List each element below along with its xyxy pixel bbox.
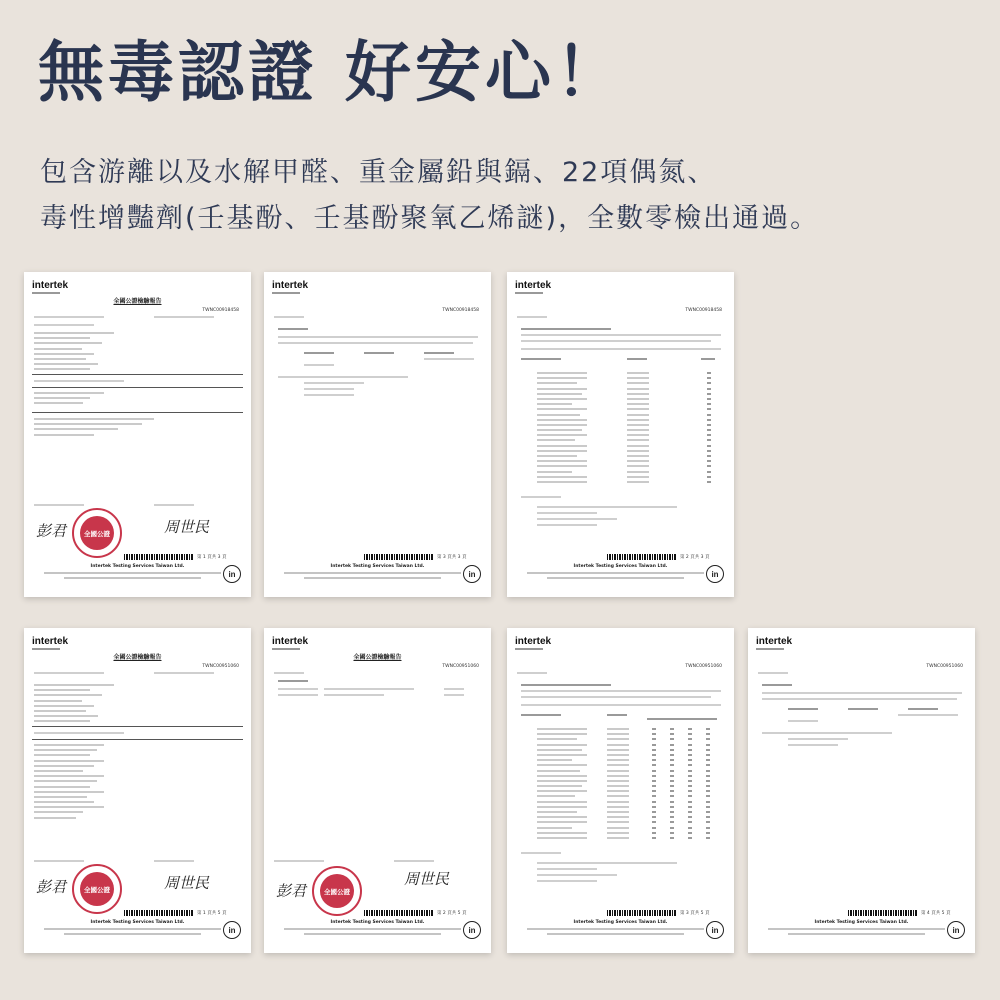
cas-list bbox=[627, 372, 649, 486]
text-line bbox=[278, 680, 308, 682]
text-line bbox=[758, 672, 788, 674]
text-line bbox=[517, 672, 547, 674]
divider bbox=[32, 387, 243, 388]
text-line bbox=[908, 708, 938, 710]
intertek-logo: intertek bbox=[515, 636, 552, 647]
text-line bbox=[444, 688, 464, 690]
text-line bbox=[762, 698, 957, 700]
intertek-logo: intertek bbox=[272, 636, 309, 647]
divider bbox=[32, 726, 243, 727]
logo-tagline bbox=[32, 648, 60, 650]
report-number: TWNC00951060 bbox=[685, 664, 722, 669]
text-line bbox=[788, 708, 818, 710]
page-number: 第 3 頁共 5 頁 bbox=[680, 911, 710, 916]
intertek-logo: intertek bbox=[515, 280, 552, 291]
text-line bbox=[278, 694, 318, 696]
footer-address bbox=[768, 928, 945, 930]
text-line bbox=[274, 316, 304, 318]
text-line bbox=[521, 714, 561, 716]
report-title: 全國公證檢驗報告 bbox=[353, 654, 402, 661]
report-page-7 bbox=[748, 628, 975, 953]
barcode bbox=[848, 910, 918, 916]
text-line bbox=[537, 874, 617, 876]
report-title: 全國公證檢驗報告 bbox=[113, 298, 162, 305]
text-line bbox=[34, 860, 84, 862]
barcode bbox=[364, 910, 434, 916]
in-badge-icon: in bbox=[706, 921, 724, 939]
text-line bbox=[521, 340, 711, 342]
text-line bbox=[521, 690, 721, 692]
text-line bbox=[324, 694, 384, 696]
text-line bbox=[762, 732, 892, 734]
barcode bbox=[124, 554, 194, 560]
footer-address bbox=[547, 933, 684, 935]
footer-address bbox=[44, 572, 221, 574]
company-stamp: 全國公證 bbox=[72, 508, 122, 558]
signature: 彭君 bbox=[36, 522, 67, 540]
logo-tagline bbox=[272, 292, 300, 294]
test-items bbox=[34, 744, 104, 822]
in-badge-icon: in bbox=[706, 565, 724, 583]
text-line bbox=[424, 358, 474, 360]
page-number: 第 2 頁共 5 頁 bbox=[437, 911, 467, 916]
text-line bbox=[394, 860, 434, 862]
result-col-2 bbox=[670, 728, 674, 842]
report-page-3 bbox=[507, 272, 734, 597]
footer-company: Intertek Testing Services Taiwan Ltd. bbox=[90, 564, 185, 569]
text-line bbox=[521, 704, 721, 706]
subline-2: 毒性增豔劑(壬基酚、壬基酚聚氧乙烯謎)，全數零檢出通過。 bbox=[40, 203, 820, 234]
divider bbox=[32, 739, 243, 740]
footer-company: Intertek Testing Services Taiwan Ltd. bbox=[330, 564, 425, 569]
text-line bbox=[278, 342, 473, 344]
text-line bbox=[521, 348, 721, 350]
report-number: TWNC00951060 bbox=[202, 664, 239, 669]
text-line bbox=[34, 324, 94, 326]
logo-tagline bbox=[32, 292, 60, 294]
text-line bbox=[278, 688, 318, 690]
in-badge-icon: in bbox=[463, 921, 481, 939]
in-badge-icon: in bbox=[223, 565, 241, 583]
text-line bbox=[521, 358, 561, 360]
sample-info-lines bbox=[34, 684, 114, 726]
text-line bbox=[274, 672, 304, 674]
text-line bbox=[278, 336, 478, 338]
logo-tagline bbox=[515, 292, 543, 294]
report-number: TWNC00918458 bbox=[685, 308, 722, 313]
text-line bbox=[521, 684, 611, 686]
text-line bbox=[647, 718, 717, 720]
result-lines bbox=[34, 418, 154, 439]
report-page-6 bbox=[507, 628, 734, 953]
text-line bbox=[34, 316, 104, 318]
headline: 無毒認證 好安心！ bbox=[38, 34, 625, 111]
text-line bbox=[701, 358, 715, 360]
report-title: 全國公證檢驗報告 bbox=[113, 654, 162, 661]
sample-info-lines bbox=[34, 332, 114, 374]
footer-address bbox=[527, 572, 704, 574]
cas-list bbox=[607, 728, 629, 842]
text-line bbox=[304, 382, 364, 384]
text-line bbox=[154, 672, 214, 674]
text-line bbox=[324, 688, 414, 690]
text-line bbox=[537, 880, 597, 882]
signature: 周世民 bbox=[164, 518, 210, 536]
intertek-logo: intertek bbox=[272, 280, 309, 291]
text-line bbox=[34, 732, 124, 734]
text-line bbox=[537, 512, 597, 514]
azo-list bbox=[537, 372, 587, 486]
signature: 周世民 bbox=[164, 874, 210, 892]
in-badge-icon: in bbox=[223, 921, 241, 939]
text-line bbox=[537, 868, 597, 870]
text-line bbox=[762, 692, 962, 694]
barcode bbox=[364, 554, 434, 560]
report-page-2 bbox=[264, 272, 491, 597]
text-line bbox=[521, 328, 611, 330]
text-line bbox=[521, 852, 561, 854]
result-col bbox=[707, 372, 711, 486]
in-badge-icon: in bbox=[947, 921, 965, 939]
divider bbox=[32, 412, 243, 413]
footer-address bbox=[64, 933, 201, 935]
text-line bbox=[537, 506, 677, 508]
page-number: 第 3 頁共 3 頁 bbox=[437, 555, 467, 560]
text-line bbox=[607, 714, 627, 716]
signature: 彭君 bbox=[276, 882, 307, 900]
text-line bbox=[154, 316, 214, 318]
footer-address bbox=[788, 933, 925, 935]
result-col-3 bbox=[688, 728, 692, 842]
text-line bbox=[34, 380, 124, 382]
page-number: 第 1 頁共 5 頁 bbox=[197, 911, 227, 916]
text-line bbox=[274, 860, 324, 862]
text-line bbox=[278, 376, 408, 378]
text-line bbox=[304, 388, 354, 390]
text-line bbox=[848, 708, 878, 710]
page-number: 第 4 頁共 5 頁 bbox=[921, 911, 951, 916]
text-line bbox=[521, 696, 711, 698]
text-line bbox=[517, 316, 547, 318]
signature: 彭君 bbox=[36, 878, 67, 896]
footer-address bbox=[304, 577, 441, 579]
footer-address bbox=[284, 928, 461, 930]
report-number: TWNC00918458 bbox=[202, 308, 239, 313]
text-line bbox=[444, 694, 464, 696]
report-number: TWNC00951060 bbox=[926, 664, 963, 669]
text-line bbox=[788, 738, 848, 740]
page-number: 第 2 頁共 3 頁 bbox=[680, 555, 710, 560]
text-line bbox=[154, 504, 194, 506]
text-line bbox=[424, 352, 454, 354]
report-page-5 bbox=[264, 628, 491, 953]
footer-address bbox=[527, 928, 704, 930]
in-badge-icon: in bbox=[463, 565, 481, 583]
footer-company: Intertek Testing Services Taiwan Ltd. bbox=[573, 564, 668, 569]
azo-list bbox=[537, 728, 587, 842]
barcode bbox=[124, 910, 194, 916]
text-line bbox=[627, 358, 647, 360]
text-line bbox=[521, 334, 721, 336]
footer-company: Intertek Testing Services Taiwan Ltd. bbox=[90, 920, 185, 925]
result-col-1 bbox=[652, 728, 656, 842]
logo-tagline bbox=[272, 648, 300, 650]
text-line bbox=[154, 860, 194, 862]
report-page-4 bbox=[24, 628, 251, 953]
text-line bbox=[788, 720, 818, 722]
text-line bbox=[898, 714, 958, 716]
test-items bbox=[34, 392, 104, 408]
barcode bbox=[607, 910, 677, 916]
logo-tagline bbox=[515, 648, 543, 650]
intertek-logo: intertek bbox=[32, 636, 69, 647]
text-line bbox=[762, 684, 792, 686]
subline-1: 包含游離以及水解甲醛、重金屬鉛與鎘、22項偶氮、 bbox=[40, 157, 717, 188]
intertek-logo: intertek bbox=[756, 636, 793, 647]
footer-company: Intertek Testing Services Taiwan Ltd. bbox=[814, 920, 909, 925]
company-stamp: 全國公證 bbox=[312, 866, 362, 916]
divider bbox=[32, 374, 243, 375]
text-line bbox=[304, 364, 334, 366]
text-line bbox=[537, 862, 677, 864]
footer-company: Intertek Testing Services Taiwan Ltd. bbox=[330, 920, 425, 925]
report-number: TWNC00951060 bbox=[442, 664, 479, 669]
barcode bbox=[607, 554, 677, 560]
report-page-1 bbox=[24, 272, 251, 597]
text-line bbox=[788, 744, 838, 746]
result-col-4 bbox=[706, 728, 710, 842]
text-line bbox=[537, 518, 617, 520]
logo-tagline bbox=[756, 648, 784, 650]
report-number: TWNC00918458 bbox=[442, 308, 479, 313]
company-stamp: 全國公證 bbox=[72, 864, 122, 914]
text-line bbox=[521, 496, 561, 498]
text-line bbox=[34, 672, 104, 674]
text-line bbox=[537, 524, 597, 526]
footer-address bbox=[284, 572, 461, 574]
text-line bbox=[278, 328, 308, 330]
footer-company: Intertek Testing Services Taiwan Ltd. bbox=[573, 920, 668, 925]
footer-address bbox=[304, 933, 441, 935]
page-number: 第 1 頁共 3 頁 bbox=[197, 555, 227, 560]
intertek-logo: intertek bbox=[32, 280, 69, 291]
text-line bbox=[364, 352, 394, 354]
signature: 周世民 bbox=[404, 870, 450, 888]
footer-address bbox=[64, 577, 201, 579]
text-line bbox=[304, 352, 334, 354]
footer-address bbox=[547, 577, 684, 579]
text-line bbox=[304, 394, 354, 396]
footer-address bbox=[44, 928, 221, 930]
text-line bbox=[34, 504, 84, 506]
